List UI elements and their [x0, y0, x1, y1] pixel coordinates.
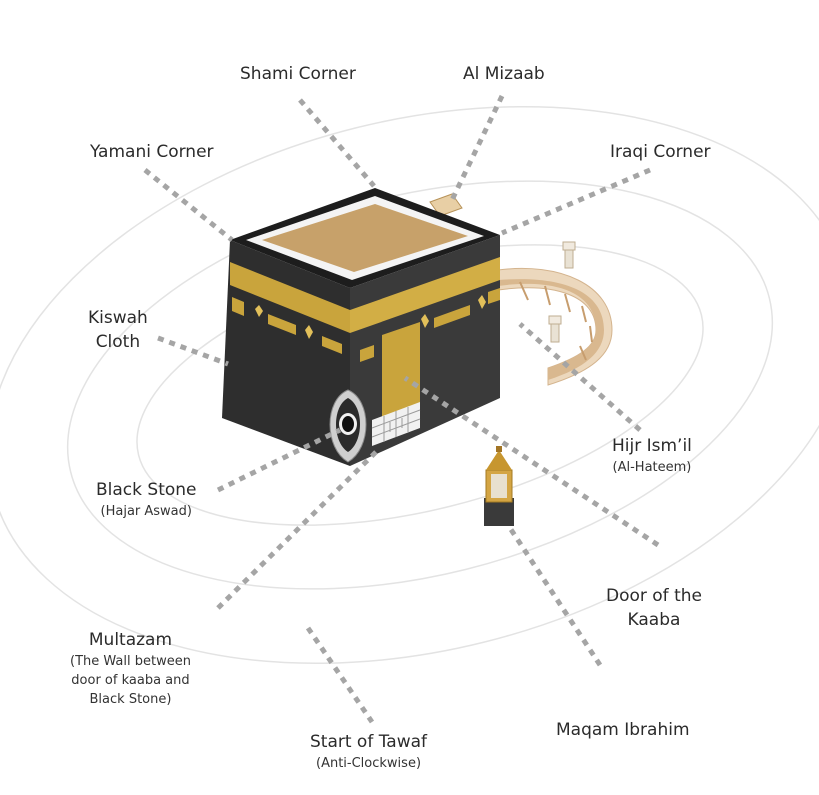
label-al-mizaab: Al Mizaab [463, 64, 545, 84]
kaaba-cube [222, 188, 500, 466]
leader-kiswah-cloth [158, 338, 228, 364]
label-hijr-ismail [612, 434, 692, 477]
label-kiswah-cloth [88, 306, 148, 354]
leader-iraqi-corner [502, 170, 650, 233]
hijr-ismail-wall [498, 242, 612, 385]
hijr-ismail-subtitle: (Al-Hateem) [612, 460, 692, 475]
label-shami-corner: Shami Corner [240, 64, 356, 84]
leader-al-mizaab [452, 96, 502, 200]
start-tawaf-title: Start of Tawaf [310, 732, 428, 752]
leader-maqam-ibrahim [510, 528, 600, 665]
label-maqam-ibrahim: Maqam Ibrahim [556, 720, 690, 740]
label-black-stone [96, 478, 197, 521]
leader-hijr-ismail [520, 324, 640, 430]
label-iraqi-corner: Iraqi Corner [610, 142, 711, 162]
label-start-of-tawaf [310, 730, 427, 773]
start-tawaf-subtitle: (Anti-Clockwise) [316, 756, 422, 771]
multazam-title: Multazam [88, 630, 173, 650]
label-yamani-corner: Yamani Corner [90, 142, 214, 162]
maqam-ibrahim-shrine [484, 446, 514, 526]
leader-shami-corner [300, 100, 374, 186]
leader-yamani-corner [145, 170, 232, 240]
door-line2: Kaaba [627, 610, 681, 630]
label-multazam [70, 628, 191, 709]
kiswah-line1: Kiswah [88, 308, 148, 328]
leader-start-tawaf [308, 628, 372, 722]
black-stone-subtitle: (Hajar Aswad) [100, 504, 192, 519]
multazam-sub2: door of kaaba and [71, 673, 190, 688]
black-stone-title: Black Stone [96, 480, 197, 500]
door-line1: Door of the [606, 586, 702, 606]
kiswah-line2: Cloth [95, 332, 141, 352]
multazam-sub3: Black Stone) [89, 692, 172, 707]
hijr-ismail-title: Hijr Ism’il [612, 436, 692, 456]
label-door-of-kaaba [606, 584, 702, 632]
multazam-sub1: (The Wall between [70, 654, 191, 669]
